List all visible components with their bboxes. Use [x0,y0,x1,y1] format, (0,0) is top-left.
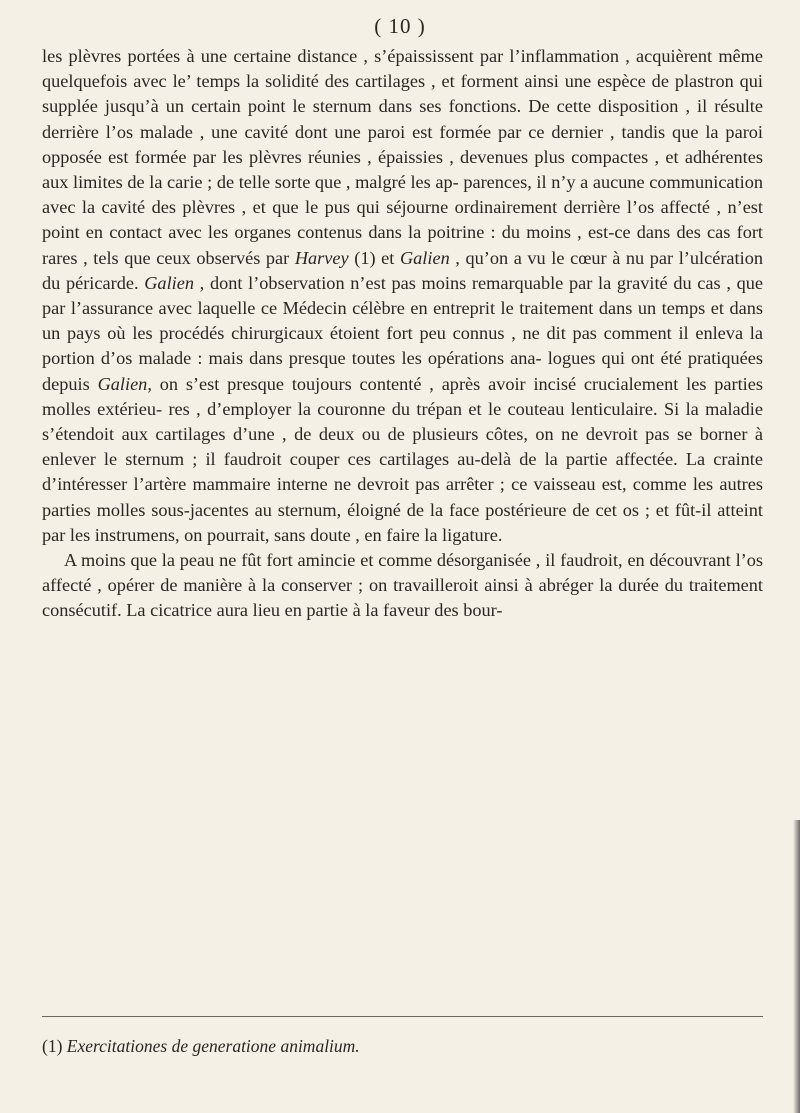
body-text [42,44,763,624]
footnote-marker: (1) [42,1036,63,1056]
italic-text: Galien [97,373,148,394]
text-run: A moins que la peau ne fût fort amincie et comme désorganisée , il faudroit, en découvrant l’os affecté , opérer de manière à la conserver ; on travailleroit ainsi à abréger la durée du traitement consécutif. La cicatrice aura lieu en partie à la faveur des bour- [42,550,763,621]
footnote [42,1036,763,1057]
text-run: les plèvres portées à une certaine distance , s’épaississent par l’inflammation , acquièrent même quelquefois avec le’ temps la solidité des cartilages , et forment ainsi une espèce de plastron qui supplée jusqu’à un certain point le sternum dans ses fonctions. De cette disposition , il résulte derrière l’os malade , une cavité dont une paroi est formée par ce dernier , tandis que la paroi opposée est formée par les plèvres réunies , épaissies , devenues plus compactes , et adhérentes aux limites de la carie ; de telle sorte que , malgré les ap- parences, il n’y a aucune communication avec la cavité des plèvres , et que le pus qui séjourne ordinairement derrière l’os affecté , n’est point en contact avec les organes contenus dans la poitrine : du moins , est-ce dans des cas fort rares , tels que ceux observés par [42,46,763,268]
page-edge-shadow [793,820,800,1113]
paragraph [42,44,763,548]
italic-text: Galien , [144,272,205,293]
text-run: , on s’est presque toujours contenté , après avoir incisé crucialement les parties molles extérieu- res , d’employer la couronne du trépan et le couteau lenticulaire. Si la maladie s’étendoit aux cartilages d’une , de deux ou de plusieurs côtes, on ne devroit pas se borner à enlever le sternum ; il faudroit couper ces cartilages au-delà de la partie affectée. La crainte d’intéresser l’artère mammaire interne ne devroit pas arrêter ; ce vaisseau est, comme les autres parties molles sous-jacentes au sternum, éloigné de la face postérieure de cet os ; et fût-il atteint par les instrumens, on pourrait, sans doute , en faire la ligature. [42,373,763,545]
text-run: dont l’observation n’est pas moins remarquable par la gravité du cas , que par l’assurance avec laquelle ce Médecin célèbre en entreprit le traitement dans un temps et dans un pays où les procédés chirurgicaux étoient fort peu connus , ne dit pas comment il enleva la portion d’os malade : mais dans presque toutes les opérations ana- logues qui ont été pratiquées depuis [42,272,763,394]
paragraph [42,548,763,624]
italic-text: Harvey [294,247,349,268]
text-run: (1) et [348,247,400,268]
footnote-divider [42,1016,763,1017]
footnote-text: Exercitationes de generatione animalium. [66,1036,360,1056]
text-run: qu’on a vu le cœur à nu par l’ulcération du péricarde. [42,247,763,293]
page-number: ( 10 ) [374,14,426,38]
italic-text: Galien , [399,247,460,268]
